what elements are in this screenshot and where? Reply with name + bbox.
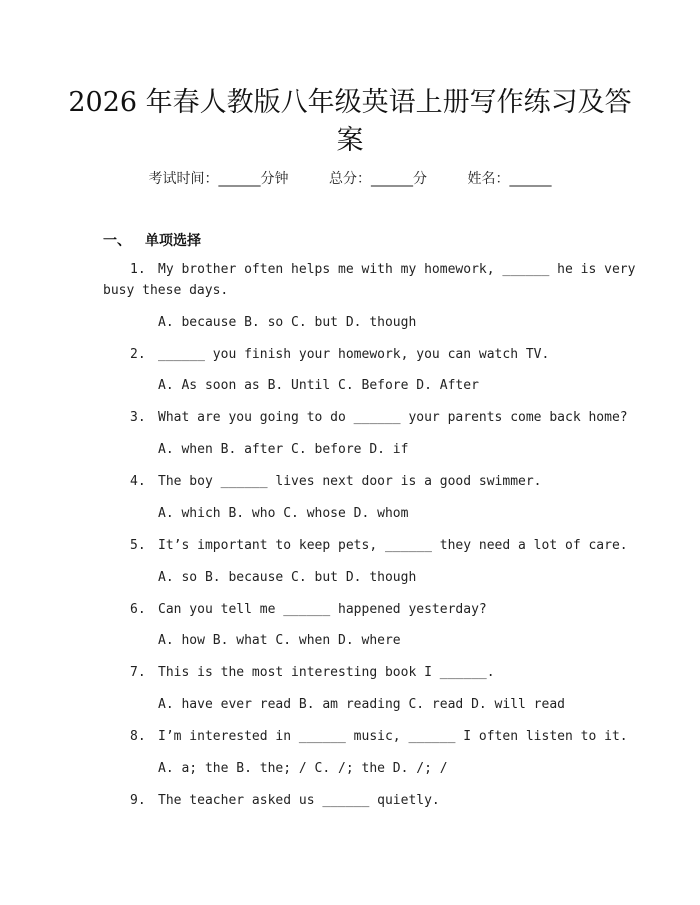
question-8 [130,729,628,744]
question-text: The boy ______ lives next door is a good swimmer. [158,474,542,489]
student-name-field: 姓名：______ [467,171,552,187]
question-9 [130,793,440,808]
section-number: 一、 [103,233,131,249]
question-number: 3. [130,410,146,425]
question-5 [130,538,628,553]
question-1 [130,262,635,277]
section-heading [103,230,201,250]
question-6-options: A. how B. what C. when D. where [158,633,401,648]
question-text: What are you going to do ______ your parents come back home? [158,410,628,425]
question-number: 8. [130,729,146,744]
question-8-options: A. a; the B. the; / C. /; the D. /; / [158,761,448,776]
question-1-options: A. because B. so C. but D. though [158,315,417,330]
question-7-options: A. have ever read B. am reading C. read D. will read [158,697,565,712]
exam-time-field: 考试时间：______分钟 [148,171,289,187]
question-text: My brother often helps me with my homework, ______ he is very [158,262,636,277]
question-number: 4. [130,474,146,489]
question-number: 1. [130,262,146,277]
question-text: The teacher asked us ______ quietly. [158,793,440,808]
question-6 [130,602,487,617]
document-title: 2026 年春人教版八年级英语上册写作练习及答案 [68,87,632,156]
question-2 [130,347,549,362]
question-number: 2. [130,347,146,362]
question-3-options: A. when B. after C. before D. if [158,442,409,457]
question-7 [130,665,495,680]
question-3 [130,410,628,425]
exam-info [0,168,700,188]
question-text: Can you tell me ______ happened yesterday? [158,602,487,617]
question-text: It’s important to keep pets, ______ they need a lot of care. [158,538,628,553]
question-2-options: A. As soon as B. Until C. Before D. After [158,378,479,393]
question-text: I’m interested in ______ music, ______ I often listen to it. [158,729,628,744]
question-number: 5. [130,538,146,553]
question-text: ______ you finish your homework, you can watch TV. [158,347,550,362]
question-number: 7. [130,665,146,680]
question-4-options: A. which B. who C. whose D. whom [158,506,409,521]
question-number: 9. [130,793,146,808]
section-title: 单项选择 [145,233,201,249]
question-text: This is the most interesting book I ______. [158,665,495,680]
question-4 [130,474,542,489]
total-score-field: 总分：______分 [329,171,427,187]
question-1-continued: busy these days. [103,283,229,298]
question-number: 6. [130,602,146,617]
question-5-options: A. so B. because C. but D. though [158,570,417,585]
